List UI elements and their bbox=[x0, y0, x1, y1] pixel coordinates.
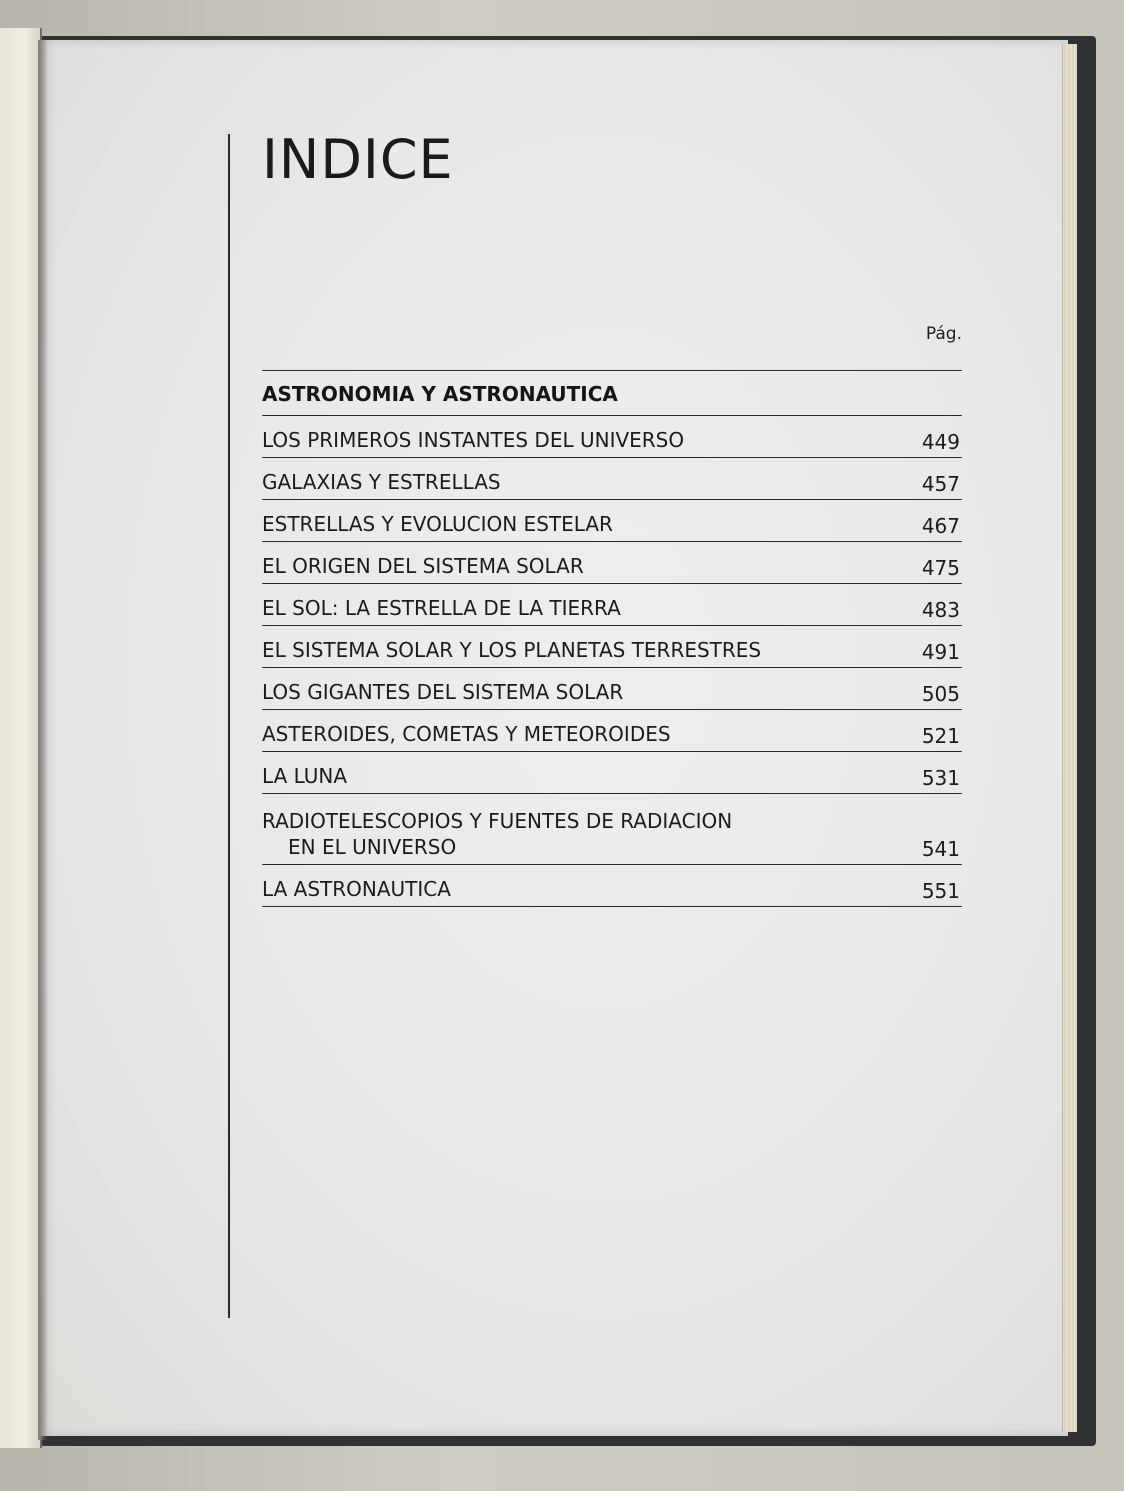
toc-entry-label: ASTEROIDES, COMETAS Y METEOROIDES bbox=[262, 722, 671, 746]
section-title: ASTRONOMIA Y ASTRONAUTICA bbox=[262, 382, 618, 406]
toc-entry bbox=[262, 416, 962, 457]
toc-entry-page: 541 bbox=[921, 837, 960, 861]
toc-entry bbox=[262, 865, 962, 906]
toc-entry-page: 491 bbox=[921, 640, 960, 664]
toc-entry-label: EL ORIGEN DEL SISTEMA SOLAR bbox=[262, 554, 584, 578]
binding-shadow bbox=[38, 40, 48, 1440]
toc-entry-label: LA LUNA bbox=[262, 764, 348, 788]
toc-entry bbox=[262, 752, 962, 793]
toc-entry-page: 449 bbox=[921, 430, 960, 454]
toc-entry-page: 457 bbox=[921, 472, 960, 496]
toc-entry bbox=[262, 626, 962, 667]
divider bbox=[262, 906, 962, 907]
toc-entry-page: 531 bbox=[921, 766, 960, 790]
page-stack-edges bbox=[1062, 44, 1077, 1432]
toc-entry-page: 551 bbox=[921, 879, 960, 903]
toc-entry bbox=[262, 794, 962, 864]
toc-entry-label: EL SOL: LA ESTRELLA DE LA TIERRA bbox=[262, 596, 621, 620]
toc-entry-page: 475 bbox=[921, 556, 960, 580]
toc-entry bbox=[262, 500, 962, 541]
toc-entry-page: 483 bbox=[921, 598, 960, 622]
vertical-rule bbox=[228, 134, 230, 1318]
toc-entry bbox=[262, 584, 962, 625]
toc-entry-page: 521 bbox=[921, 724, 960, 748]
toc-entry bbox=[262, 668, 962, 709]
toc-entry-label: LOS GIGANTES DEL SISTEMA SOLAR bbox=[262, 680, 624, 704]
toc-entry-label-line1: RADIOTELESCOPIOS Y FUENTES DE RADIACION bbox=[262, 809, 733, 833]
toc-entry-label: EL SISTEMA SOLAR Y LOS PLANETAS TERRESTRES bbox=[262, 638, 762, 662]
toc-entry-label: ESTRELLAS Y EVOLUCION ESTELAR bbox=[262, 512, 613, 536]
toc-entry-label: LOS PRIMEROS INSTANTES DEL UNIVERSO bbox=[262, 428, 685, 452]
page-column-label: Pág. bbox=[925, 324, 962, 344]
toc-entry bbox=[262, 458, 962, 499]
toc-entry-label-line2: EN EL UNIVERSO bbox=[288, 835, 457, 859]
toc-entry bbox=[262, 542, 962, 583]
previous-page-edge bbox=[0, 28, 42, 1448]
page-title: INDICE bbox=[262, 128, 454, 191]
toc-entry-label bbox=[262, 808, 732, 864]
toc-entry-label: LA ASTRONAUTICA bbox=[262, 877, 451, 901]
toc-entry bbox=[262, 710, 962, 751]
table-of-contents bbox=[262, 370, 962, 907]
toc-entry-label: GALAXIAS Y ESTRELLAS bbox=[262, 470, 501, 494]
toc-entry-page: 505 bbox=[921, 682, 960, 706]
toc-entry-page: 467 bbox=[921, 514, 960, 538]
